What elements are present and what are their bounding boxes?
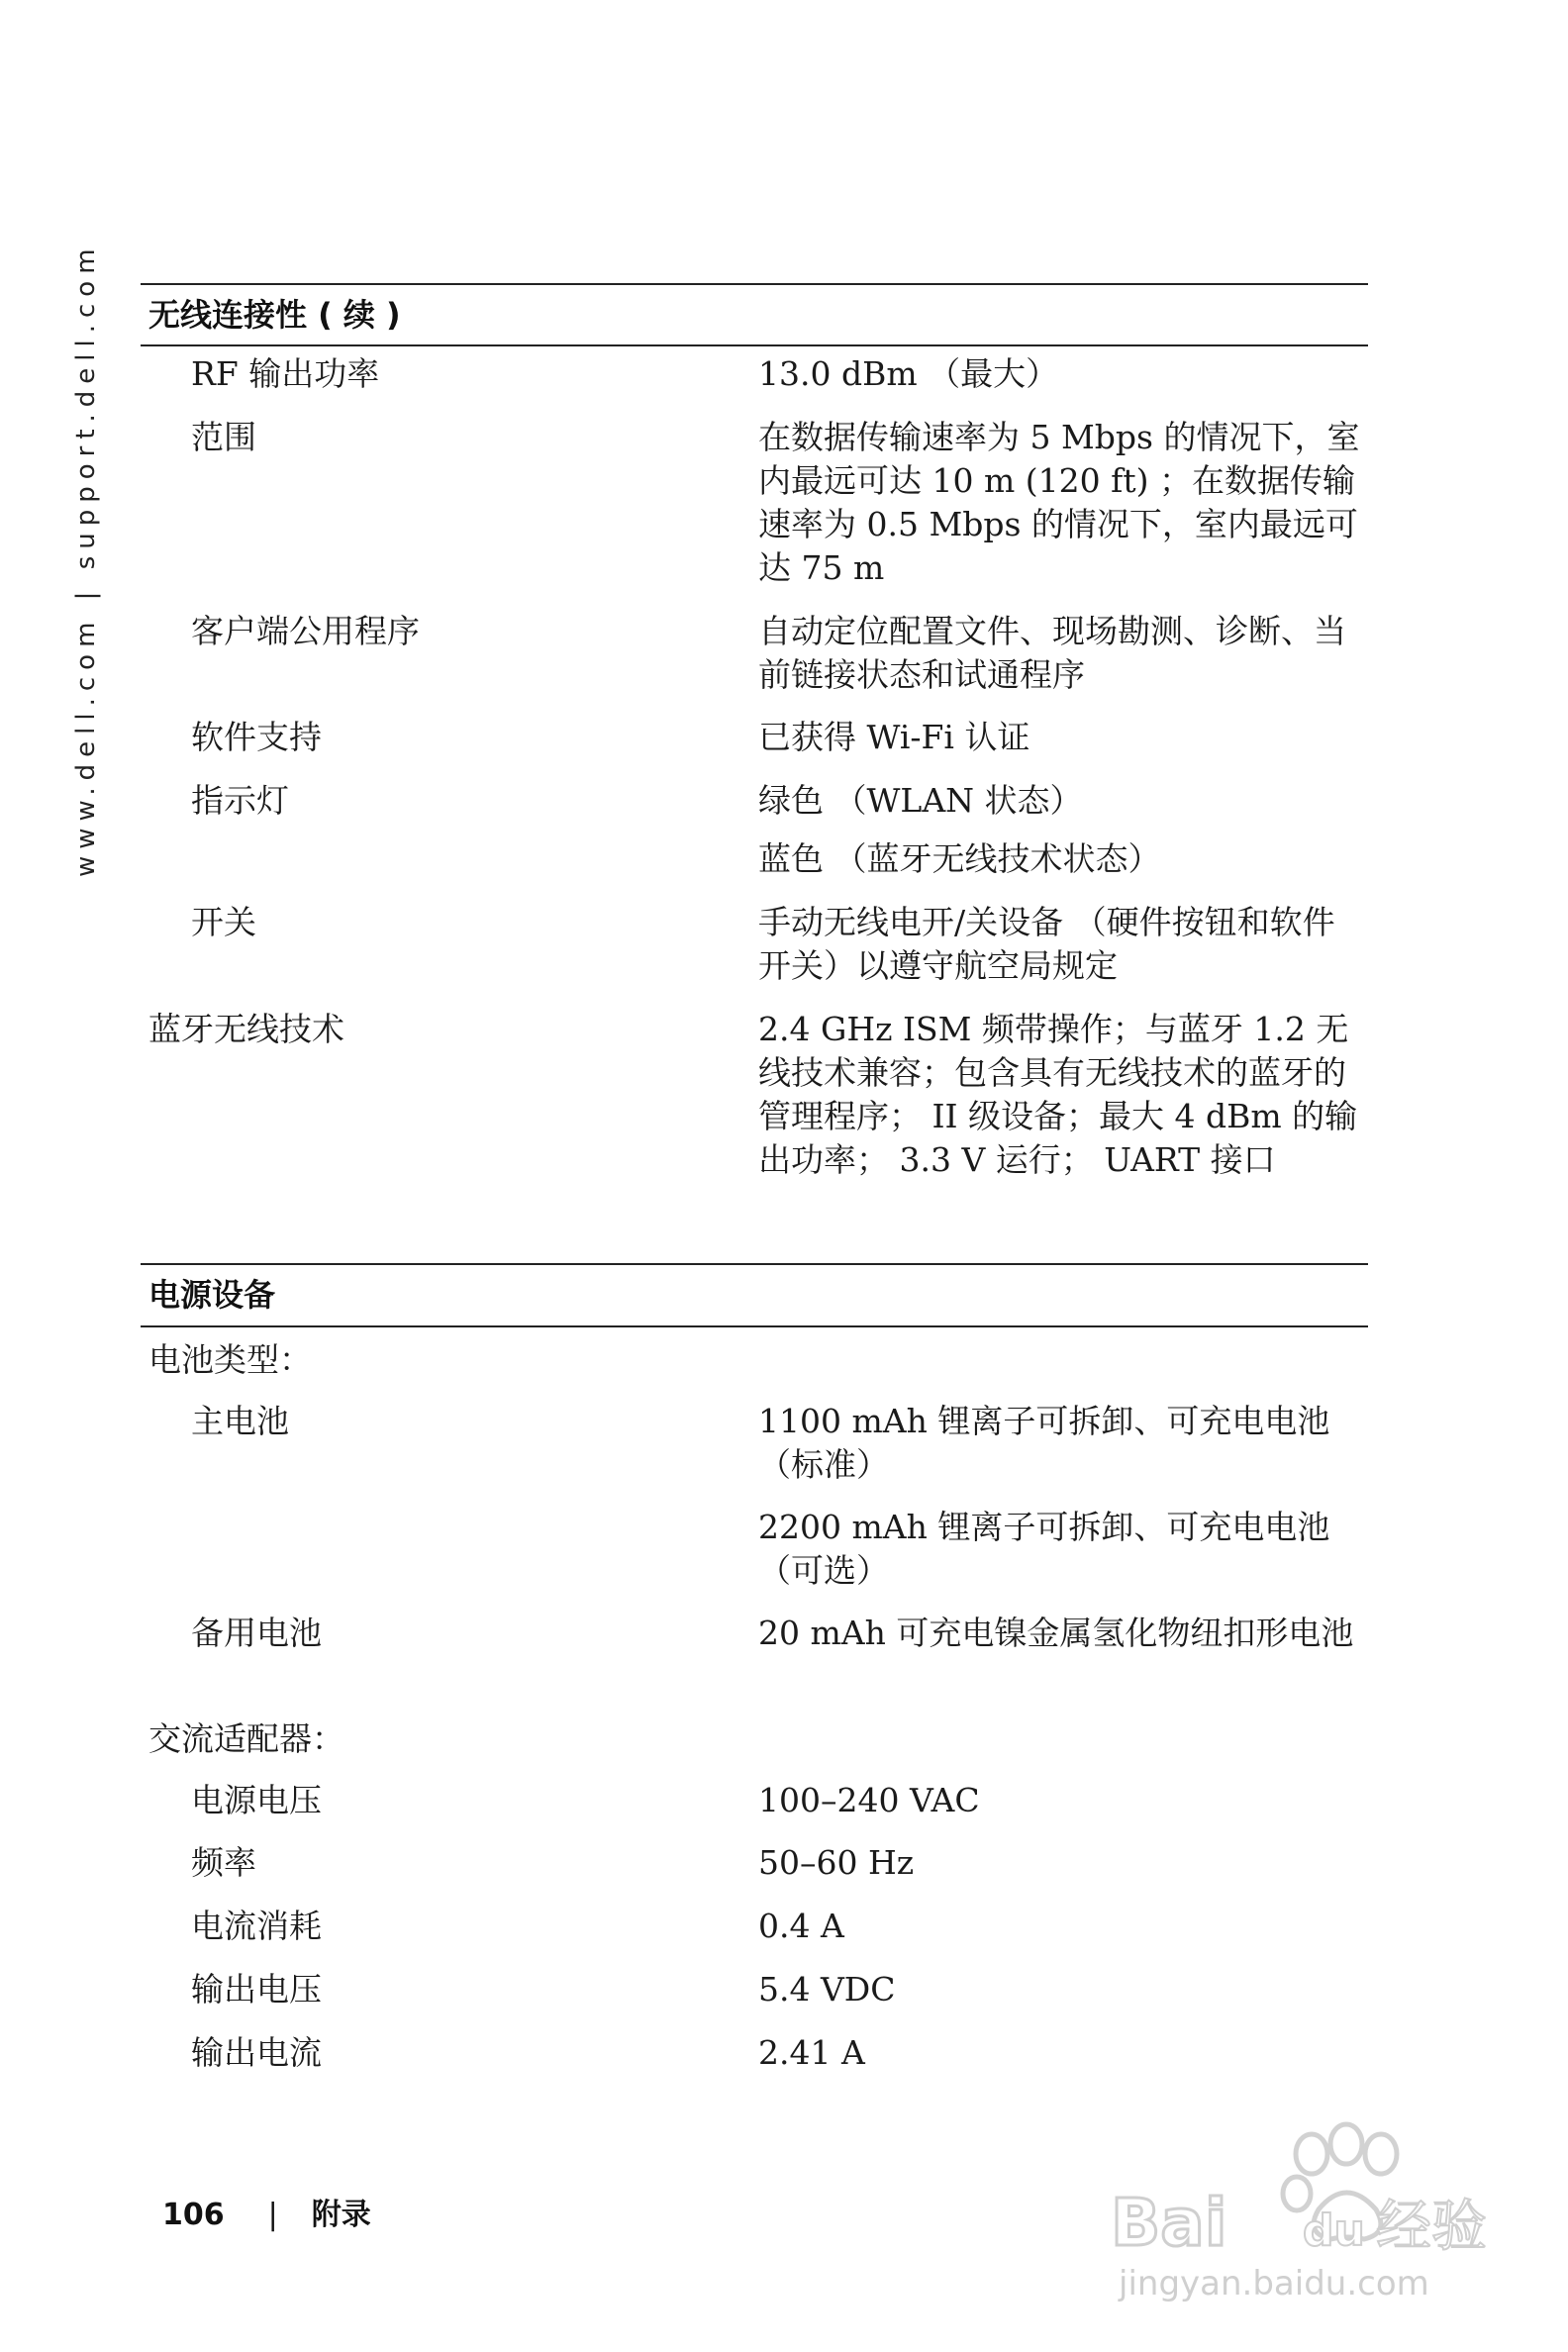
spec-value-main-battery-standard: 1100 mAh 锂离子可拆卸、可充电电池（标准） — [758, 1402, 1330, 1484]
spec-value-switch: 手动无线电开/关设备 （硬件按钮和软件开关）以遵守航空局规定 — [758, 903, 1335, 985]
spec-value-rf-power: 13.0 dBm （最大） — [758, 354, 1059, 393]
spec-value-current-draw: 0.4 A — [758, 1907, 844, 1945]
spec-label-main-battery: 主电池 — [191, 1402, 289, 1440]
spec-label-client-utility: 客户端公用程序 — [191, 612, 420, 650]
section-header-rule — [141, 344, 1368, 346]
spec-value-output-current: 2.41 A — [758, 2033, 865, 2072]
section-header-rule — [141, 1325, 1368, 1327]
footer-separator: | — [267, 2198, 278, 2232]
spec-label-ac-adapter: 交流适配器： — [148, 1719, 344, 1758]
spec-value-bluetooth: 2.4 GHz ISM 频带操作；与蓝牙 1.2 无线技术兼容；包含具有无线技术的蓝牙的管理程序； II 级设备；最大 4 dBm 的输出功率； 3.3 V 运行； UART 接口 — [758, 1010, 1358, 1179]
side-url: www.dell.com | support.dell.com — [71, 242, 101, 877]
spec-value-input-voltage: 100–240 VAC — [758, 1781, 980, 1819]
spec-value-indicator-wlan: 绿色 （WLAN 状态） — [758, 781, 1083, 820]
spec-label-output-current: 输出电流 — [191, 2033, 322, 2072]
spec-value-indicator-bluetooth: 蓝色 （蓝牙无线技术状态） — [758, 839, 1161, 878]
page-number: 106 — [162, 2198, 225, 2232]
section-top-rule — [141, 1263, 1368, 1265]
spec-value-frequency: 50–60 Hz — [758, 1843, 915, 1882]
svg-text:jingyan.baidu.com: jingyan.baidu.com — [1119, 2264, 1429, 2303]
svg-text:经验: 经验 — [1376, 2195, 1487, 2259]
spec-value-output-voltage: 5.4 VDC — [758, 1970, 896, 2009]
spec-label-current-draw: 电流消耗 — [191, 1907, 322, 1945]
spec-label-frequency: 频率 — [191, 1843, 256, 1882]
spec-value-backup-battery: 20 mAh 可充电镍金属氢化物纽扣形电池 — [758, 1614, 1354, 1652]
page-footer — [162, 2196, 371, 2235]
section-title-power: 电源设备 — [148, 1276, 276, 1314]
spec-label-switch: 开关 — [191, 903, 256, 941]
spec-label-rf-power: RF 输出功率 — [191, 354, 380, 393]
spec-value-range: 在数据传输速率为 5 Mbps 的情况下，室内最远可达 10 m (120 ft) ；在数据传输速率为 0.5 Mbps 的情况下，室内最远可达 75 m — [758, 418, 1360, 587]
spec-label-range: 范围 — [191, 418, 256, 456]
chapter-title: 附录 — [311, 2198, 371, 2232]
spec-label-input-voltage: 电源电压 — [191, 1781, 322, 1819]
spec-label-battery-type: 电池类型： — [148, 1340, 312, 1379]
spec-label-bluetooth: 蓝牙无线技术 — [148, 1010, 344, 1048]
spec-value-software-support: 已获得 Wi-Fi 认证 — [758, 718, 1030, 756]
svg-text:Bai: Bai — [1111, 2185, 1227, 2261]
svg-text:du: du — [1303, 2205, 1365, 2256]
spec-label-output-voltage: 输出电压 — [191, 1970, 322, 2009]
spec-label-indicator: 指示灯 — [191, 781, 289, 820]
section-top-rule — [141, 283, 1368, 285]
spec-value-main-battery-optional: 2200 mAh 锂离子可拆卸、可充电电池（可选） — [758, 1508, 1330, 1590]
spec-label-software-support: 软件支持 — [191, 718, 322, 756]
section-title-wireless: 无线连接性 ( 续 ) — [148, 296, 401, 334]
baidu-jingyan-watermark — [1109, 2107, 1505, 2304]
spec-label-backup-battery: 备用电池 — [191, 1614, 322, 1652]
spec-value-client-utility: 自动定位配置文件、现场勘测、诊断、当前链接状态和试通程序 — [758, 612, 1346, 694]
